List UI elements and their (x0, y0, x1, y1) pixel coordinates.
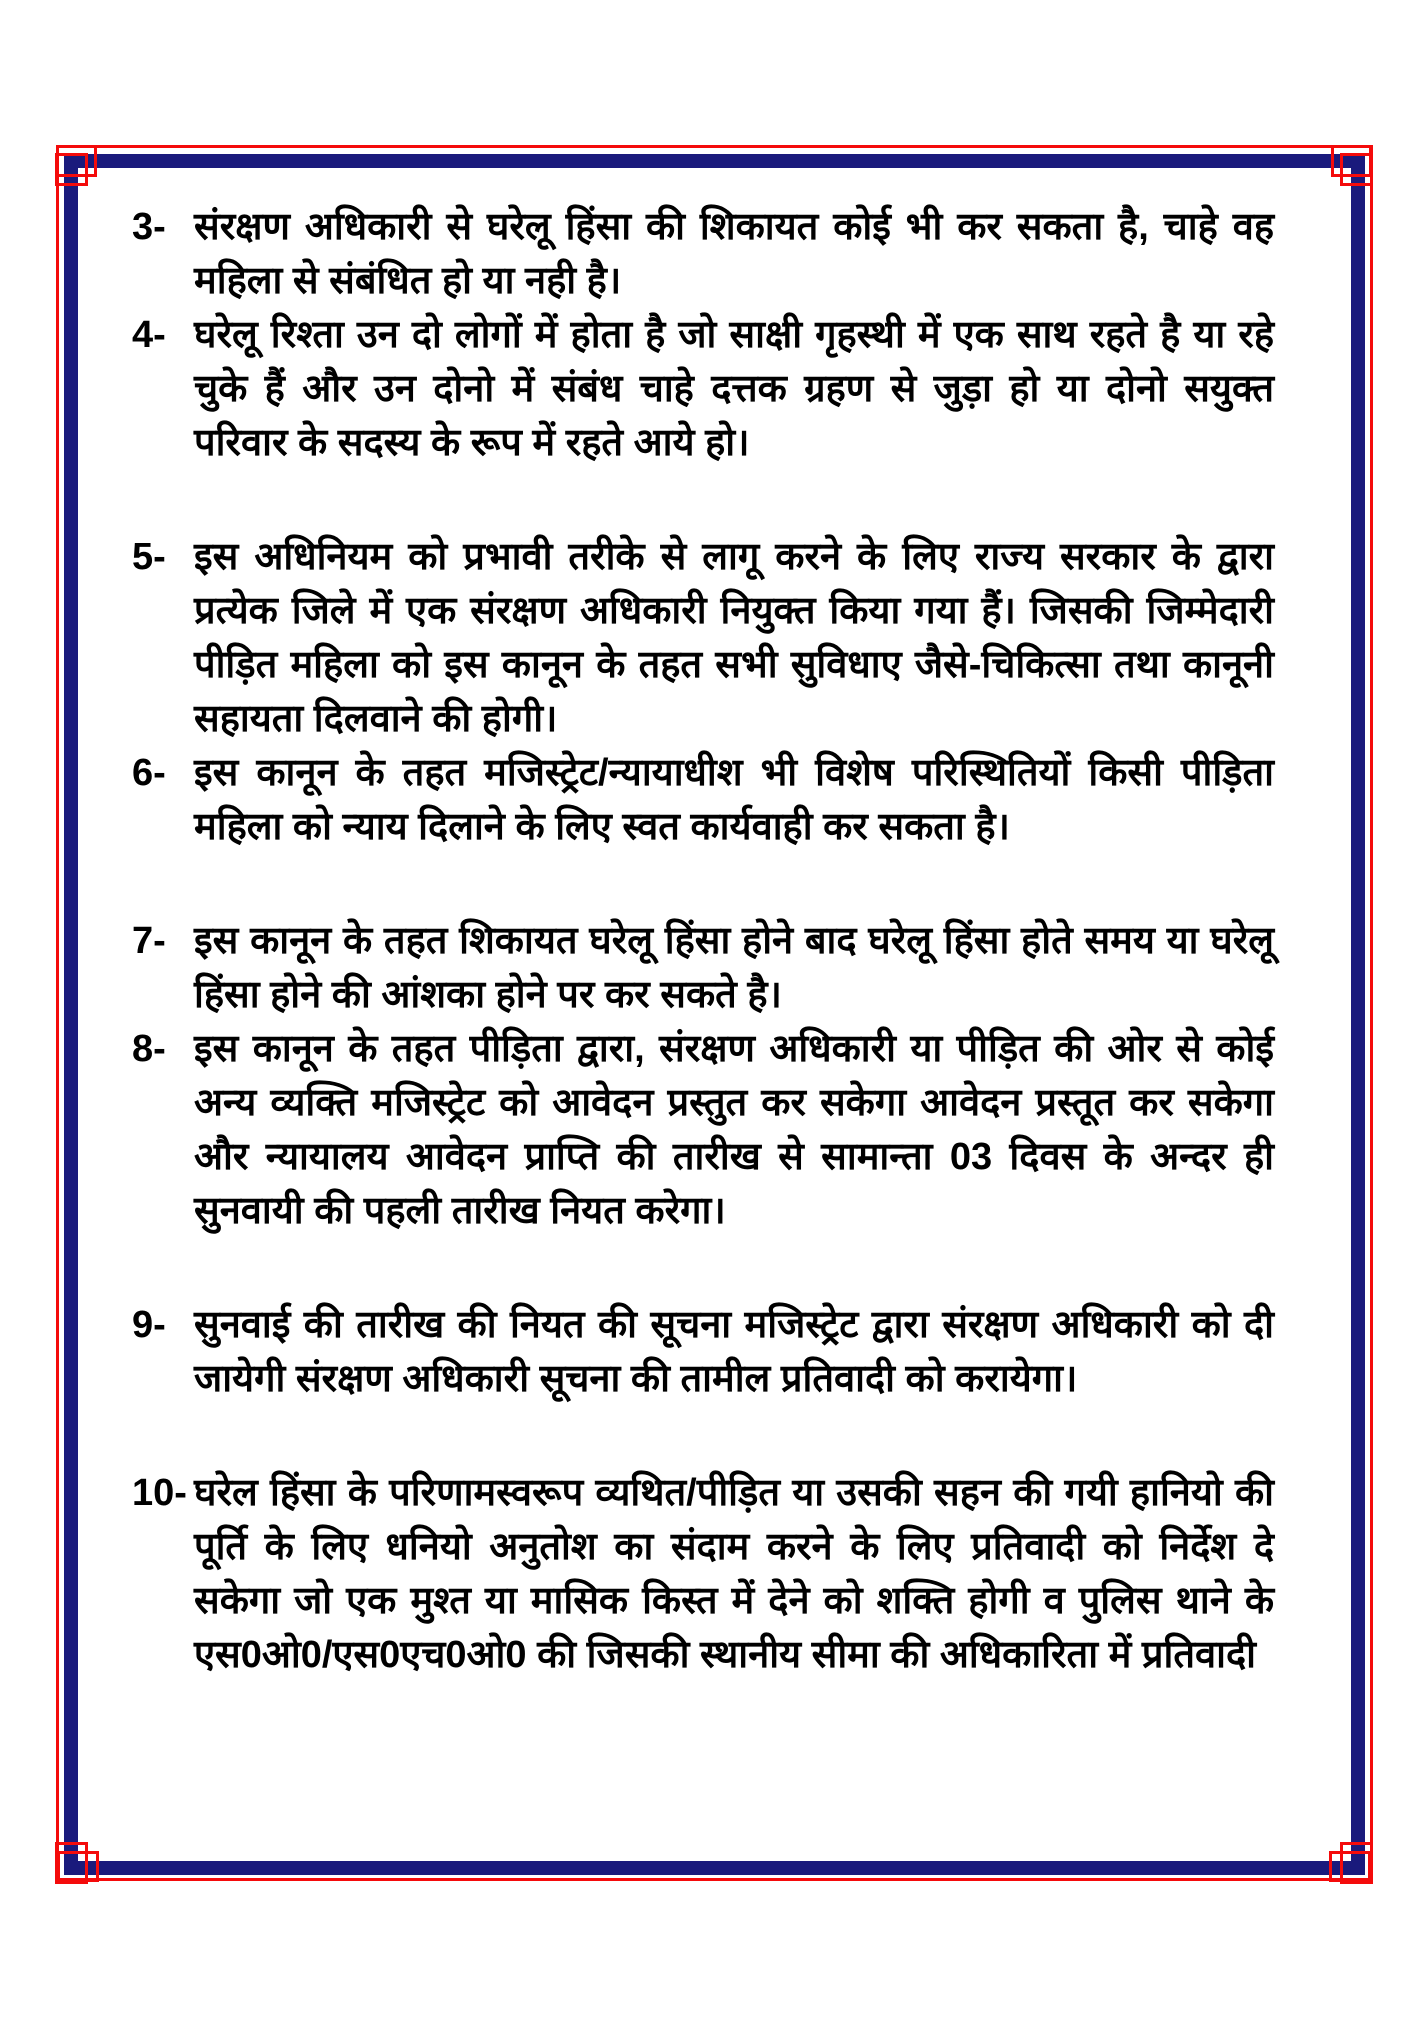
item-number: 9- (132, 1304, 166, 1346)
item-text: घरेल हिंसा के परिणामस्वरूप व्यथित/पीड़ित या उसकी सहन की गयी हानियो की पूर्ति के लिए धनियो अनुतोश का संदाम करने के लिए प्रतिवादी को निर्देश दे सकेगा जो एक मुश्त या मासिक किस्त में देने को शक्ति होगी व पुलिस थाने के एस0ओ0/एस0एच0ओ0 की जिसकी स्थानीय सीमा की अधिकारिता में प्रतिवादी (194, 1472, 1274, 1676)
item-text: इस अधिनियम को प्रभावी तरीके से लागू करने के लिए राज्य सरकार के द्वारा प्रत्येक जिले में एक संरक्षण अधिकारी नियुक्त किया गया हैं। जिसकी जिम्मेदारी पीड़ित महिला को इस कानून के तहत सभी सुविधाए जैसे-चिकित्सा तथा कानूनी सहायता दिलवाने की होगी। (194, 536, 1274, 740)
list-item (132, 530, 1274, 746)
item-number: 3- (132, 206, 166, 248)
item-number: 8- (132, 1028, 166, 1070)
item-text: घरेलू रिश्ता उन दो लोगों में होता है जो साक्षी गृहस्थी में एक साथ रहते है या रहे चुके हैं और उन दोनो में संबंध चाहे दत्तक ग्रहण से जुड़ा हो या दोनो सयुक्त परिवार के सदस्य के रूप में रहते आये हो। (194, 314, 1275, 464)
item-text: संरक्षण अधिकारी से घरेलू हिंसा की शिकायत कोई भी कर सकता है, चाहे वह महिला से संबंधित हो या नही है। (194, 206, 1274, 302)
list-item (132, 1298, 1274, 1406)
list-item (132, 1466, 1274, 1682)
corner-ornament-bottom-right-inner (1329, 1851, 1371, 1882)
item-number: 4- (132, 314, 166, 356)
item-number: 6- (132, 752, 166, 794)
list-item (132, 914, 1274, 1022)
list-item (132, 746, 1274, 854)
corner-ornament-top-left-inner (55, 153, 88, 186)
item-text: इस कानून के तहत शिकायत घरेलू हिंसा होने बाद घरेलू हिंसा होते समय या घरेलू हिंसा होने की आंशका होने पर कर सकते है। (194, 920, 1274, 1016)
item-text: इस कानून के तहत पीड़िता द्वारा, संरक्षण अधिकारी या पीड़ित की ओर से कोई अन्य व्यक्ति मजिस्ट्रेट को आवेदन प्रस्तुत कर सकेगा आवेदन प्रस्तूत कर सकेगा और न्यायालय आवेदन प्राप्ति की तारीख से सामान्ता 03 दिवस के अन्दर ही सुनवायी की पहली तारीख नियत करेगा। (194, 1028, 1274, 1232)
item-number: 10- (132, 1472, 187, 1514)
item-text: इस कानून के तहत मजिस्ट्रेट/न्यायाधीश भी विशेष परिस्थितियों किसी पीड़िता महिला को न्याय दिलाने के लिए स्वत कार्यवाही कर सकता है। (194, 752, 1274, 848)
document-body (132, 200, 1274, 1682)
item-text: सुनवाई की तारीख की नियत की सूचना मजिस्ट्रेट द्वारा संरक्षण अधिकारी को दी जायेगी संरक्षण अधिकारी सूचना की तामील प्रतिवादी को करायेगा। (194, 1304, 1274, 1400)
item-number: 7- (132, 920, 166, 962)
corner-ornament-bottom-left-inner (57, 1851, 99, 1882)
list-item (132, 1022, 1274, 1238)
item-number: 5- (132, 536, 166, 578)
list-item (132, 200, 1274, 308)
corner-ornament-top-right-inner (1340, 153, 1373, 186)
list-item (132, 308, 1274, 470)
